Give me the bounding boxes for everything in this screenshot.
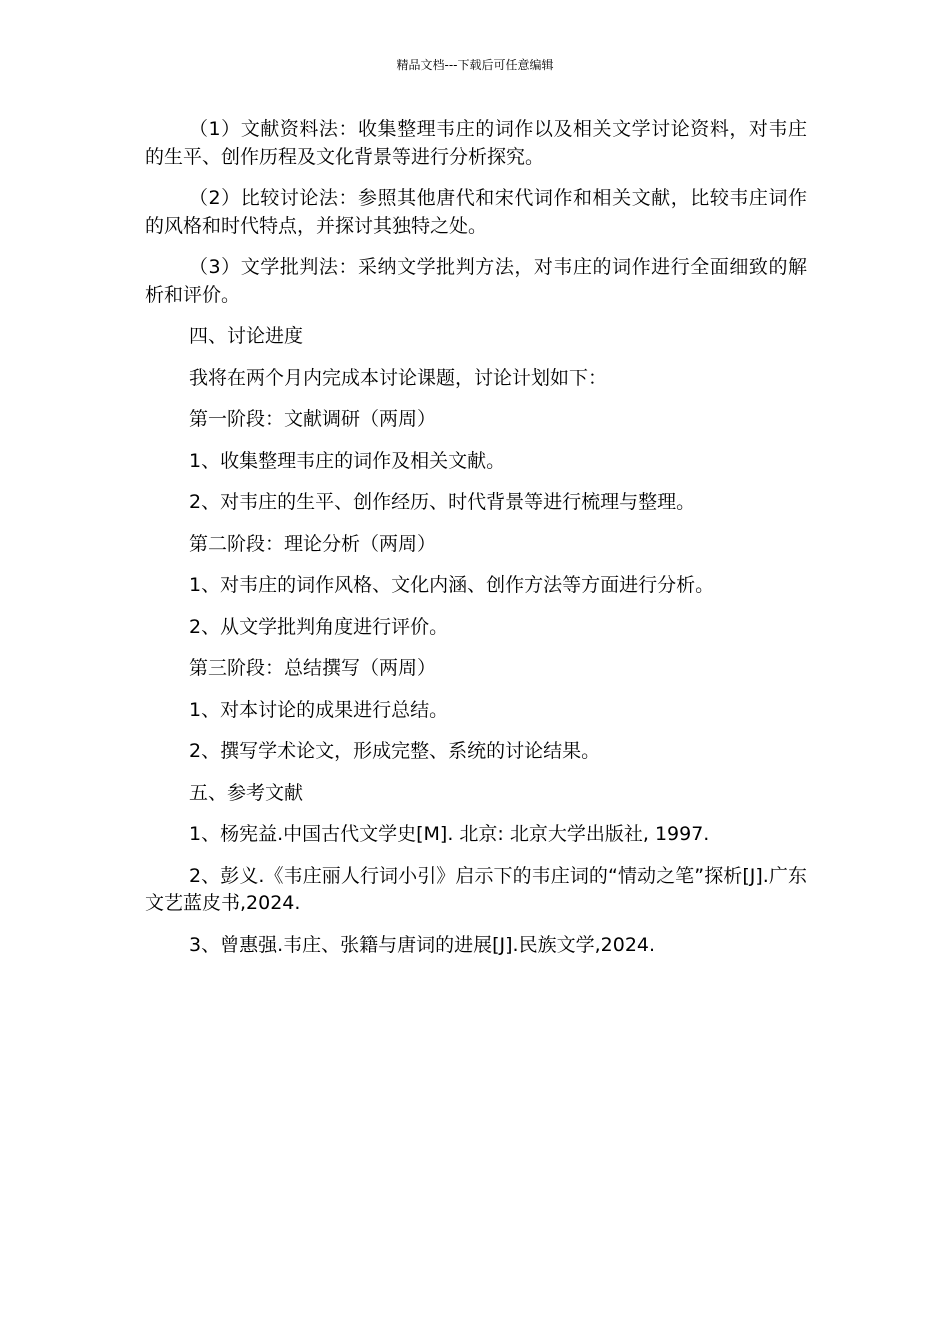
paragraph-method-criticism: （3）文学批判法：采纳文学批判方法，对韦庄的词作进行全面细致的解析和评价。 bbox=[145, 256, 807, 306]
stage-one-heading: 第一阶段：文献调研（两周） bbox=[189, 408, 437, 430]
stage-one-item-2: 2、对韦庄的生平、创作经历、时代背景等进行梳理与整理。 bbox=[189, 491, 696, 513]
reference-item-2: 2、彭义.《韦庄丽人行词小引》启示下的韦庄词的“情动之笔”探析[J].广东文艺蓝皮书,2024. bbox=[145, 864, 807, 914]
stage-three-item-1: 1、对本讨论的成果进行总结。 bbox=[189, 698, 449, 721]
paragraph-plan-intro: 我将在两个月内完成本讨论课题，讨论计划如下： bbox=[189, 366, 608, 389]
section-heading-progress: 四、讨论进度 bbox=[189, 325, 304, 347]
paragraph-method-literature: （1）文献资料法：收集整理韦庄的词作以及相关文学讨论资料，对韦庄的生平、创作历程及文化背景等进行分析探究。 bbox=[145, 118, 807, 168]
paragraph-method-comparison: （2）比较讨论法：参照其他唐代和宋代词作和相关文献，比较韦庄词作的风格和时代特点，并探讨其独特之处。 bbox=[145, 187, 807, 237]
stage-three-heading: 第三阶段：总结撰写（两周） bbox=[189, 657, 437, 679]
reference-item-1: 1、杨宪益.中国古代文学史[M]. 北京: 北京大学出版社, 1997. bbox=[189, 823, 710, 845]
section-heading-references: 五、参考文献 bbox=[189, 781, 304, 804]
stage-two-item-1: 1、对韦庄的词作风格、文化内涵、创作方法等方面进行分析。 bbox=[189, 574, 715, 596]
reference-item-3: 3、曾惠强.韦庄、张籍与唐词的进展[J].民族文学,2024. bbox=[189, 933, 656, 956]
stage-two-heading: 第二阶段：理论分析（两周） bbox=[189, 532, 437, 555]
stage-one-item-1: 1、收集整理韦庄的词作及相关文献。 bbox=[189, 449, 506, 472]
document-body bbox=[145, 116, 807, 973]
page-header: 精品文档---下载后可任意编辑 bbox=[396, 58, 554, 72]
stage-three-item-2: 2、撰写学术论文，形成完整、系统的讨论结果。 bbox=[189, 740, 601, 762]
stage-two-item-2: 2、从文学批判角度进行评价。 bbox=[189, 615, 449, 638]
